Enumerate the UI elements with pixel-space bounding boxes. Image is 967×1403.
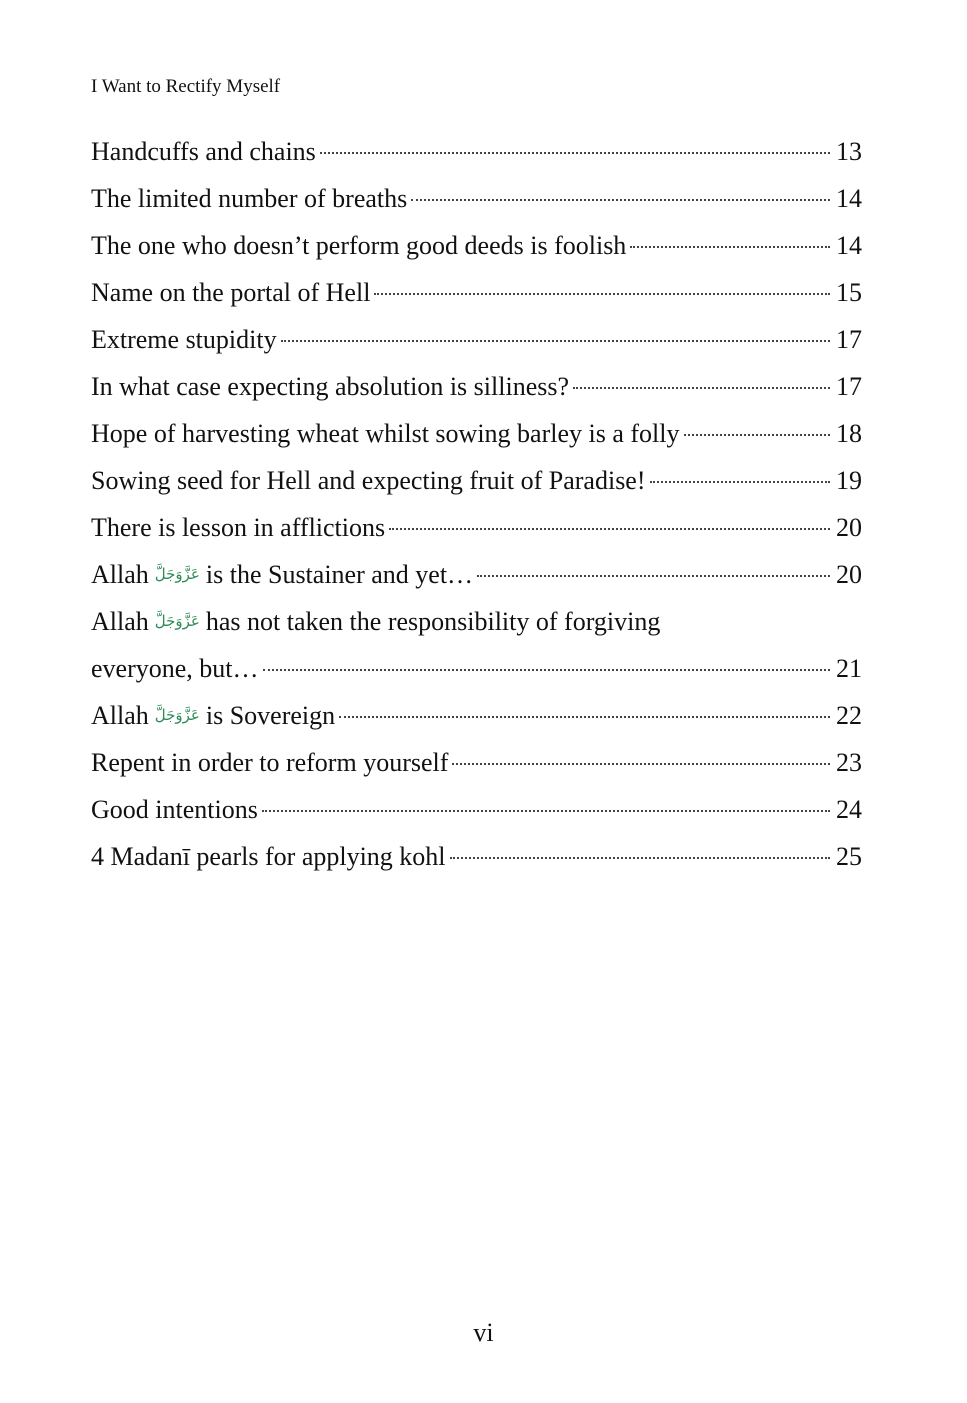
dot-leader: [684, 434, 831, 436]
toc-entry-title-end: is the Sustainer and yet…: [205, 560, 474, 589]
toc-entry-title: The one who doesn’t perform good deeds is foolish: [91, 231, 627, 260]
toc-entry-page: 13: [836, 137, 862, 166]
toc-entry[interactable]: [91, 416, 862, 463]
dot-leader: [630, 246, 830, 248]
toc-entry[interactable]: [91, 557, 862, 604]
toc-entry-title: Name on the portal of Hell: [91, 278, 371, 307]
dot-leader: [262, 810, 830, 812]
toc-entry[interactable]: [91, 839, 862, 886]
toc-entry-title: Good intentions: [91, 795, 258, 824]
dot-leader: [450, 857, 830, 859]
toc-entry[interactable]: [91, 369, 862, 416]
toc-entry-title: Handcuffs and chains: [91, 137, 316, 166]
dot-leader: [320, 152, 830, 154]
toc-entry-page: 17: [836, 372, 862, 401]
table-of-contents: [91, 134, 862, 886]
toc-entry-page: 23: [836, 748, 862, 777]
toc-entry[interactable]: [91, 228, 862, 275]
honorific-glyph: عَزَّوَجَلَّ: [154, 706, 200, 724]
dot-leader: [477, 575, 830, 577]
toc-entry-page: 18: [836, 419, 862, 448]
toc-entry-title: Extreme stupidity: [91, 325, 277, 354]
honorific-glyph: عَزَّوَجَلَّ: [154, 565, 200, 583]
toc-entry[interactable]: [91, 275, 862, 322]
toc-entry[interactable]: [91, 463, 862, 510]
toc-entry[interactable]: [91, 181, 862, 228]
toc-entry-title: The limited number of breaths: [91, 184, 408, 213]
toc-entry-title: 4 Madanī pearls for applying kohl: [91, 842, 446, 871]
toc-entry[interactable]: [91, 510, 862, 557]
toc-entry-page: 25: [836, 842, 862, 871]
toc-entry-title-end: has not taken the responsibility of forgiving: [205, 607, 661, 636]
toc-entry[interactable]: [91, 134, 862, 181]
dot-leader: [374, 293, 830, 295]
toc-entry-title: [91, 698, 335, 737]
toc-entry-page: 19: [836, 466, 862, 495]
dot-leader: [452, 763, 830, 765]
toc-entry-title: [91, 557, 473, 596]
toc-entry-page: 14: [836, 231, 862, 260]
dot-leader: [650, 481, 830, 483]
toc-entry-page: 21: [836, 654, 862, 683]
toc-entry-title-end: is Sovereign: [205, 701, 336, 730]
toc-entry-continuation[interactable]: [91, 651, 862, 698]
dot-leader: [339, 716, 830, 718]
toc-entry[interactable]: [91, 604, 862, 651]
toc-entry-title-start: Allah: [91, 607, 149, 636]
toc-entry-title: [91, 604, 660, 643]
toc-entry-page: 24: [836, 795, 862, 824]
toc-entry-title-start: Allah: [91, 701, 149, 730]
toc-entry-page: 20: [836, 513, 862, 542]
toc-entry-title: Hope of harvesting wheat whilst sowing barley is a folly: [91, 419, 680, 448]
dot-leader: [263, 669, 830, 671]
toc-entry-page: 15: [836, 278, 862, 307]
toc-entry[interactable]: [91, 322, 862, 369]
dot-leader: [573, 387, 830, 389]
dot-leader: [411, 199, 830, 201]
running-header: I Want to Rectify Myself: [91, 76, 281, 97]
toc-entry-page: 20: [836, 560, 862, 589]
dot-leader: [281, 340, 830, 342]
toc-entry-title: There is lesson in afflictions: [91, 513, 386, 542]
toc-entry-title: Sowing seed for Hell and expecting fruit of Paradise!: [91, 466, 646, 495]
toc-entry[interactable]: [91, 698, 862, 745]
page-number: vi: [473, 1318, 494, 1347]
dot-leader: [389, 528, 830, 530]
toc-entry-page: 22: [836, 701, 862, 730]
toc-entry[interactable]: [91, 792, 862, 839]
toc-entry-title: everyone, but…: [91, 654, 259, 683]
toc-entry-title: Repent in order to reform yourself: [91, 748, 449, 777]
toc-entry[interactable]: [91, 745, 862, 792]
toc-entry-title-start: Allah: [91, 560, 149, 589]
honorific-glyph: عَزَّوَجَلَّ: [154, 612, 200, 630]
toc-entry-title: In what case expecting absolution is silliness?: [91, 372, 570, 401]
toc-entry-page: 14: [836, 184, 862, 213]
toc-entry-page: 17: [836, 325, 862, 354]
